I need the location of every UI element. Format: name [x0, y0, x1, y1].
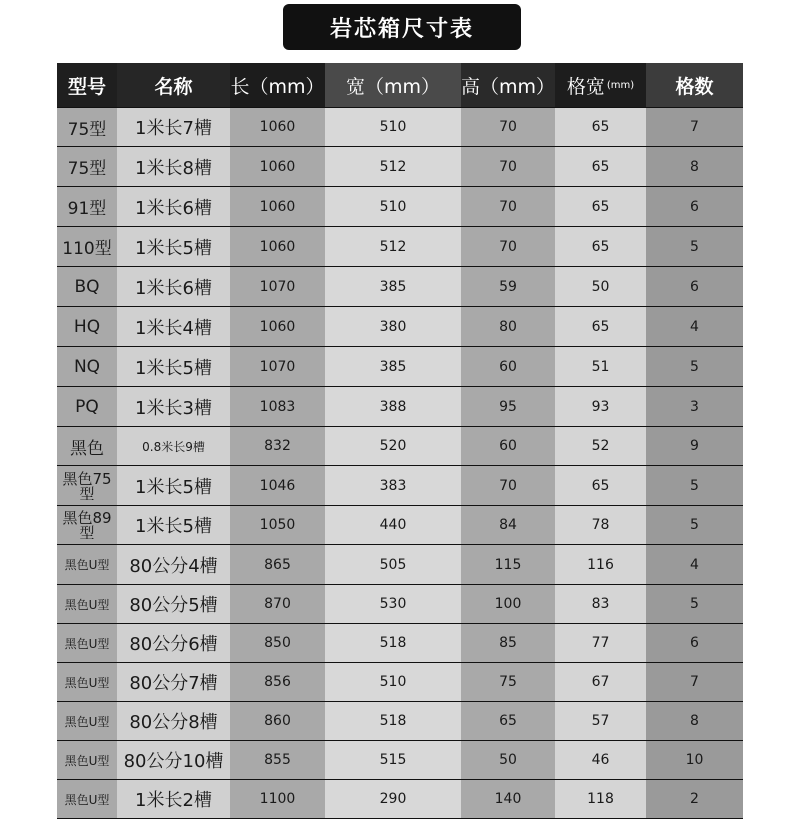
- cell-width: 518: [325, 702, 461, 740]
- cell-height: 100: [461, 585, 555, 623]
- cell-height: 95: [461, 387, 555, 426]
- cell-length: 865: [230, 545, 325, 584]
- cell-model: BQ: [57, 267, 117, 306]
- cell-slot-width: 52: [555, 427, 646, 465]
- cell-width: 290: [325, 780, 461, 818]
- cell-slot-width: 78: [555, 506, 646, 544]
- cell-height: 84: [461, 506, 555, 544]
- header-model: 型号: [57, 63, 117, 107]
- cell-name: 80公分10槽: [117, 741, 230, 779]
- cell-model: 黑色U型: [57, 702, 117, 740]
- cell-slot-width: 65: [555, 466, 646, 505]
- cell-length: 832: [230, 427, 325, 465]
- table-body: [57, 108, 743, 819]
- cell-name: 1米长2槽: [117, 780, 230, 818]
- table-row: [57, 741, 743, 780]
- cell-slot-count: 4: [646, 545, 743, 584]
- cell-length: 870: [230, 585, 325, 623]
- cell-name: 1米长5槽: [117, 506, 230, 544]
- cell-width: 512: [325, 227, 461, 266]
- cell-length: 1070: [230, 267, 325, 306]
- cell-name: 1米长3槽: [117, 387, 230, 426]
- cell-length: 856: [230, 663, 325, 701]
- cell-slot-width: 65: [555, 187, 646, 226]
- header-slot-width-unit: (mm): [606, 79, 635, 91]
- cell-slot-count: 8: [646, 702, 743, 740]
- cell-model: 75型: [57, 147, 117, 186]
- cell-width: 385: [325, 267, 461, 306]
- cell-length: 1060: [230, 187, 325, 226]
- cell-width: 383: [325, 466, 461, 505]
- cell-slot-width: 93: [555, 387, 646, 426]
- cell-slot-width: 116: [555, 545, 646, 584]
- table-row: [57, 466, 743, 506]
- header-slot-width: [555, 63, 646, 107]
- cell-length: 1060: [230, 147, 325, 186]
- cell-height: 70: [461, 147, 555, 186]
- header-height: 高（mm）: [461, 63, 555, 107]
- cell-slot-width: 65: [555, 227, 646, 266]
- cell-model: 黑色U型: [57, 663, 117, 701]
- cell-slot-width: 118: [555, 780, 646, 818]
- cell-name: 80公分7槽: [117, 663, 230, 701]
- cell-slot-count: 8: [646, 147, 743, 186]
- cell-width: 510: [325, 187, 461, 226]
- cell-slot-count: 10: [646, 741, 743, 779]
- cell-slot-count: 5: [646, 466, 743, 505]
- table-row: [57, 108, 743, 147]
- cell-width: 518: [325, 624, 461, 662]
- cell-width: 510: [325, 663, 461, 701]
- table-row: [57, 227, 743, 267]
- table-row: [57, 347, 743, 387]
- cell-slot-count: 3: [646, 387, 743, 426]
- cell-name: 80公分6槽: [117, 624, 230, 662]
- cell-name: 1米长7槽: [117, 108, 230, 146]
- header-name: 名称: [117, 63, 230, 107]
- cell-slot-width: 65: [555, 108, 646, 146]
- cell-height: 80: [461, 307, 555, 346]
- table-row: [57, 307, 743, 347]
- cell-length: 1050: [230, 506, 325, 544]
- table-row: [57, 147, 743, 187]
- cell-name: 80公分4槽: [117, 545, 230, 584]
- cell-slot-count: 2: [646, 780, 743, 818]
- cell-height: 70: [461, 187, 555, 226]
- cell-slot-count: 5: [646, 585, 743, 623]
- cell-height: 70: [461, 466, 555, 505]
- cell-name: 80公分8槽: [117, 702, 230, 740]
- cell-model: 91型: [57, 187, 117, 226]
- header-slot-width-label: 格宽: [566, 75, 605, 98]
- table-header: [57, 63, 743, 108]
- table-row: [57, 506, 743, 545]
- cell-width: 510: [325, 108, 461, 146]
- cell-length: 1083: [230, 387, 325, 426]
- cell-slot-count: 5: [646, 347, 743, 386]
- table-row: [57, 585, 743, 624]
- cell-name: 1米长5槽: [117, 466, 230, 505]
- cell-model: 黑色: [57, 427, 117, 465]
- page-title: 岩芯箱尺寸表: [283, 4, 521, 50]
- table-row: [57, 545, 743, 585]
- cell-model: PQ: [57, 387, 117, 426]
- cell-width: 520: [325, 427, 461, 465]
- cell-name: 0.8米长9槽: [117, 427, 230, 465]
- cell-model: HQ: [57, 307, 117, 346]
- cell-height: 60: [461, 427, 555, 465]
- cell-length: 1100: [230, 780, 325, 818]
- cell-slot-width: 46: [555, 741, 646, 779]
- cell-width: 388: [325, 387, 461, 426]
- cell-slot-count: 5: [646, 506, 743, 544]
- cell-slot-count: 6: [646, 187, 743, 226]
- cell-slot-width: 65: [555, 307, 646, 346]
- cell-height: 85: [461, 624, 555, 662]
- cell-length: 1060: [230, 108, 325, 146]
- cell-height: 140: [461, 780, 555, 818]
- cell-slot-width: 77: [555, 624, 646, 662]
- table-row: [57, 702, 743, 741]
- cell-width: 505: [325, 545, 461, 584]
- cell-model: 110型: [57, 227, 117, 266]
- cell-slot-count: 7: [646, 663, 743, 701]
- table-row: [57, 663, 743, 702]
- cell-height: 70: [461, 227, 555, 266]
- cell-length: 1046: [230, 466, 325, 505]
- cell-width: 512: [325, 147, 461, 186]
- cell-slot-width: 51: [555, 347, 646, 386]
- cell-length: 1060: [230, 307, 325, 346]
- cell-name: 1米长6槽: [117, 267, 230, 306]
- cell-height: 60: [461, 347, 555, 386]
- table-row: [57, 387, 743, 427]
- cell-length: 1060: [230, 227, 325, 266]
- cell-model: 黑色75型: [57, 466, 117, 505]
- table-row: [57, 187, 743, 227]
- cell-width: 380: [325, 307, 461, 346]
- cell-model: 75型: [57, 108, 117, 146]
- cell-slot-count: 6: [646, 624, 743, 662]
- cell-length: 850: [230, 624, 325, 662]
- cell-width: 530: [325, 585, 461, 623]
- cell-model: 黑色U型: [57, 741, 117, 779]
- cell-model: 黑色U型: [57, 780, 117, 818]
- header-width: 宽（mm）: [325, 63, 461, 107]
- cell-height: 115: [461, 545, 555, 584]
- cell-length: 855: [230, 741, 325, 779]
- table-row: [57, 267, 743, 307]
- cell-height: 70: [461, 108, 555, 146]
- cell-width: 385: [325, 347, 461, 386]
- cell-height: 59: [461, 267, 555, 306]
- cell-slot-count: 5: [646, 227, 743, 266]
- cell-slot-width: 67: [555, 663, 646, 701]
- cell-name: 1米长4槽: [117, 307, 230, 346]
- cell-length: 860: [230, 702, 325, 740]
- cell-slot-width: 57: [555, 702, 646, 740]
- cell-slot-count: 6: [646, 267, 743, 306]
- cell-length: 1070: [230, 347, 325, 386]
- cell-height: 75: [461, 663, 555, 701]
- cell-name: 1米长8槽: [117, 147, 230, 186]
- cell-width: 440: [325, 506, 461, 544]
- cell-name: 1米长6槽: [117, 187, 230, 226]
- cell-slot-width: 83: [555, 585, 646, 623]
- cell-name: 1米长5槽: [117, 347, 230, 386]
- cell-model: 黑色U型: [57, 624, 117, 662]
- cell-height: 50: [461, 741, 555, 779]
- header-length: 长（mm）: [230, 63, 325, 107]
- cell-slot-count: 7: [646, 108, 743, 146]
- cell-width: 515: [325, 741, 461, 779]
- cell-model: 黑色U型: [57, 585, 117, 623]
- cell-slot-count: 9: [646, 427, 743, 465]
- header-slot-count: 格数: [646, 63, 743, 107]
- table-row: [57, 624, 743, 663]
- cell-slot-count: 4: [646, 307, 743, 346]
- cell-height: 65: [461, 702, 555, 740]
- cell-name: 1米长5槽: [117, 227, 230, 266]
- cell-slot-width: 50: [555, 267, 646, 306]
- cell-name: 80公分5槽: [117, 585, 230, 623]
- table-row: [57, 427, 743, 466]
- cell-model: 黑色89型: [57, 506, 117, 544]
- cell-model: NQ: [57, 347, 117, 386]
- cell-model: 黑色U型: [57, 545, 117, 584]
- cell-slot-width: 65: [555, 147, 646, 186]
- dimensions-table: [57, 63, 743, 819]
